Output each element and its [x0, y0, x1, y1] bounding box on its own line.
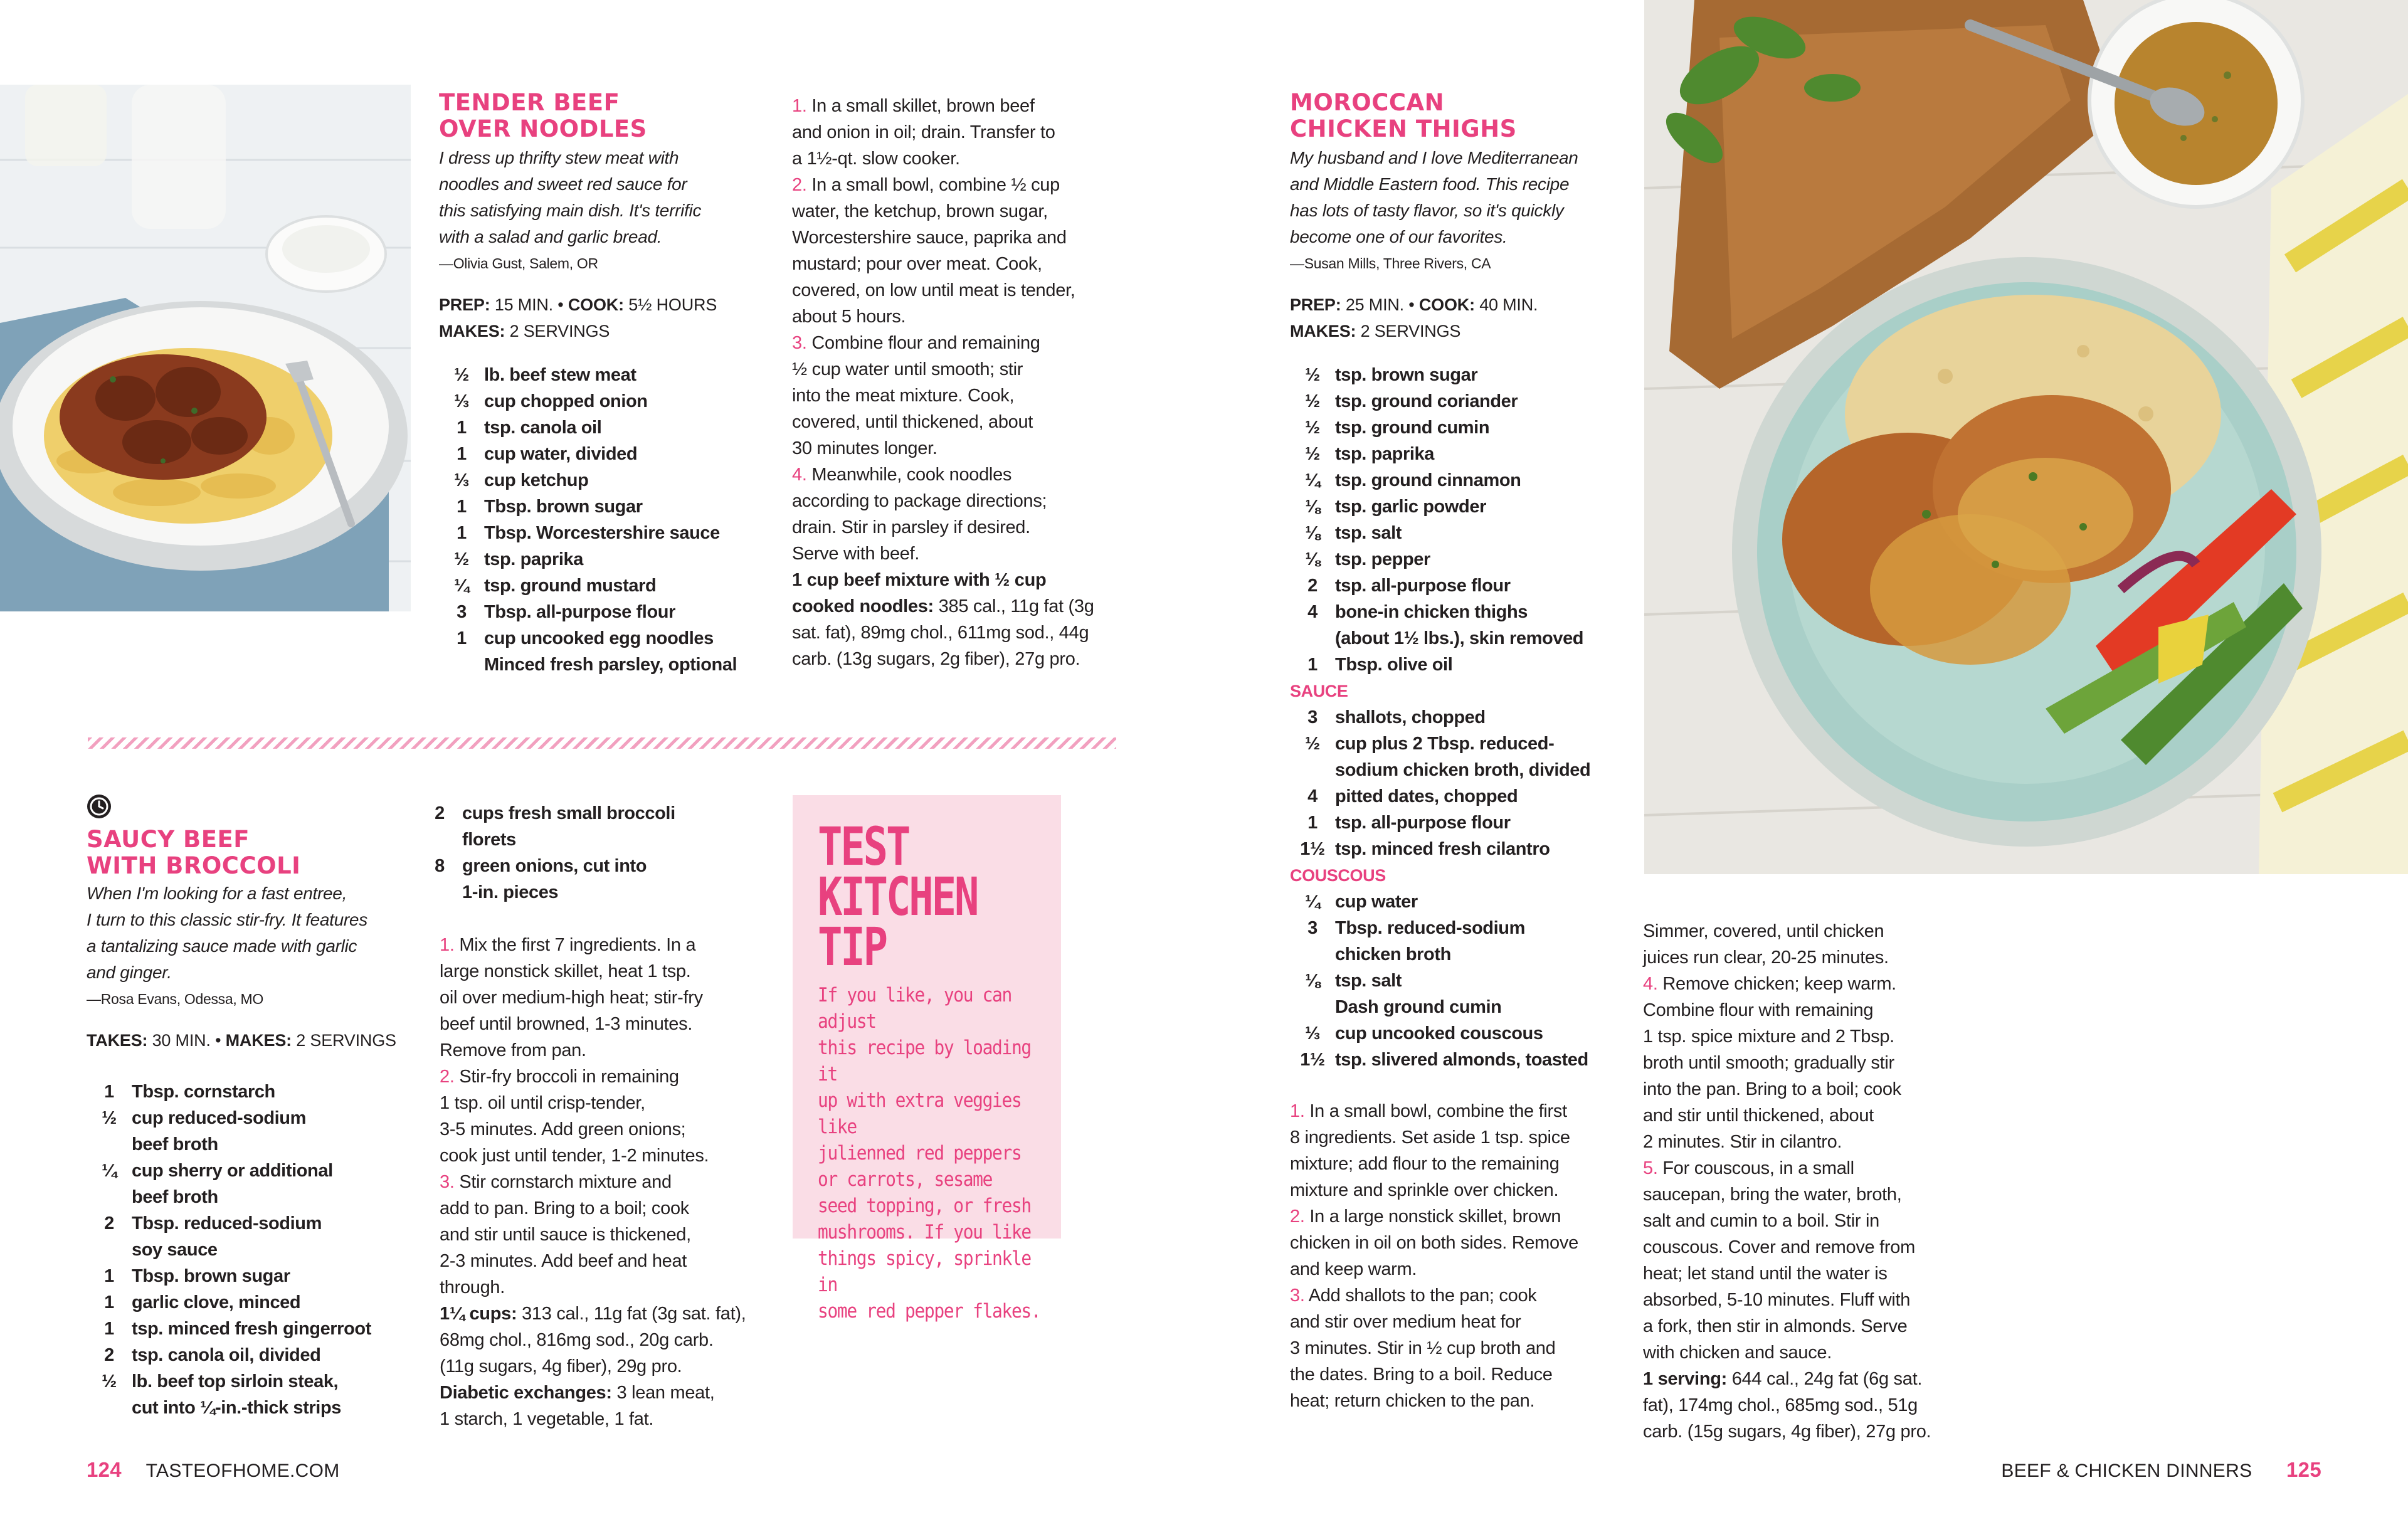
ingredient-item: ½ tsp. ground coriander [1305, 391, 1518, 411]
ingredient-item: beef broth [132, 1187, 218, 1207]
direction-step: 3. Stir cornstarch mixture and add to pan. Bring to a boil; cook and stir until sauce is thickened, 2-3 minutes. Add beef and heat through. [440, 1172, 691, 1297]
direction-step: 2. Stir-fry broccoli in remaining 1 tsp. oil until crisp-tender, 3-5 minutes. Add green onions; cook just until tender, 1-2 minutes. [440, 1067, 709, 1166]
recipe-timing: PREP: 25 MIN. • COOK: 40 MIN. MAKES: 2 SERVINGS [1290, 295, 1538, 341]
ingredient-item: 3 Tbsp. reduced-sodium [1307, 918, 1525, 938]
ingredient-item: 1 cup water, divided [457, 444, 638, 464]
ingredient-item: ½ tsp. brown sugar [1305, 365, 1478, 385]
direction-step: 2. In a small bowl, combine ½ cup water, the ketchup, brown sugar, Worcestershire sauce, paprika and mustard; pour over meat. Cook, covered, on low until meat is tender, about 5 hours. [792, 175, 1075, 327]
ingredient-list [87, 1079, 425, 1421]
ingredient-item: soy sauce [132, 1240, 218, 1260]
direction-step: 1. In a small bowl, combine the first 8 ingredients. Set aside 1 tsp. spice mixture; add flour to the remaining mixture and sprinkle over chicken. [1290, 1101, 1570, 1200]
direction-step: 3. Add shallots to the pan; cook and stir over medium heat for 3 minutes. Stir in ½ cup broth and the dates. Bring to a boil. Reduce heat; return chicken to the pan. [1290, 1286, 1556, 1411]
ingredient-item: sodium chicken broth, divided [1335, 760, 1591, 780]
recipe-byline: —Olivia Gust, Salem, OR [439, 255, 598, 272]
recipe-byline: —Rosa Evans, Odessa, MO [87, 991, 263, 1007]
recipe-title: MOROCCAN CHICKEN THIGHS [1290, 89, 1517, 142]
ingredient-item: 4 pitted dates, chopped [1307, 786, 1518, 806]
ingredient-item: 2 tsp. canola oil, divided [104, 1345, 321, 1365]
moroccan-chicken-illustration [1644, 0, 2408, 874]
direction-step: 4. Meanwhile, cook noodles according to package directions; drain. Stir in parsley if desired. Serve with beef. [792, 465, 1047, 564]
recipe-saucy-beef-directions [417, 800, 768, 1432]
ingredient-item: ½ lb. beef stew meat [454, 365, 636, 385]
direction-step: 2. In a large nonstick skillet, brown chicken in oil on both sides. Remove and keep warm. [1290, 1207, 1578, 1279]
ingredient-item: ⅓ cup uncooked couscous [1305, 1023, 1543, 1043]
ingredient-item: ⅛ tsp. salt [1305, 971, 1402, 991]
ingredient-item: 1 Tbsp. brown sugar [104, 1266, 290, 1286]
nutrition-facts: 1 cup beef mixture with ½ cup cooked noodles: 385 cal., 11g fat (3g sat. fat), 89mg chol., 611mg sod., 44g carb. (13g sugars, 2g fiber), 27g pro. [792, 570, 1094, 669]
beef-noodles-photo [0, 85, 411, 611]
nutrition-facts: 1¼ cups: 313 cal., 11g fat (3g sat. fat), 68mg chol., 816mg sod., 20g carb. (11g sugars, 4g fiber), 29g pro. Diabetic exchanges: 3 lean meat, 1 starch, 1 vegetable, 1 fat. [440, 1304, 746, 1429]
ingredient-item: 1 Tbsp. olive oil [1307, 655, 1453, 675]
recipe-moroccan-chicken [1290, 90, 1641, 1414]
ingredient-item: (about 1½ lbs.), skin removed [1335, 628, 1584, 648]
clock-icon [87, 794, 112, 819]
moroccan-chicken-photo [1644, 0, 2408, 874]
recipe-intro: I dress up thrifty stew meat with noodles and sweet red sauce for this satisfying main dish. It's terrific with a salad and garlic bread. [439, 148, 702, 246]
direction-step: 4. Remove chicken; keep warm. Combine flour with remaining 1 tsp. spice mixture and 2 Tbsp. broth until smooth; gradually stir into the pan. Bring to a boil; cook and stir until thickened, about 2 minutes. Stir in cilantro. [1643, 974, 1901, 1152]
ingredient-item: ⅓ cup ketchup [454, 470, 589, 490]
recipe-tender-beef-directions [792, 93, 1131, 672]
ingredient-list [439, 362, 765, 678]
recipe-title: TENDER BEEF OVER NOODLES [439, 89, 647, 142]
recipe-byline: —Susan Mills, Three Rivers, CA [1290, 255, 1491, 272]
ingredient-list [417, 800, 768, 906]
recipe-tender-beef [439, 90, 765, 678]
direction-step: 1. In a small skillet, brown beef and onion in oil; drain. Transfer to a 1½-qt. slow cooker. [792, 96, 1055, 169]
recipe-intro: My husband and I love Mediterranean and Middle Eastern food. This recipe has lots of tasty flavor, so it's quickly become one of our favorites. [1290, 148, 1578, 246]
page-number: 125 [2286, 1458, 2321, 1481]
ingredient-item: ¼ tsp. ground cinnamon [1305, 470, 1521, 490]
recipe-timing: TAKES: 30 MIN. • MAKES: 2 SERVINGS [87, 1031, 396, 1050]
test-kitchen-tip [793, 795, 1061, 1323]
couscous-heading: COUSCOUS [1290, 866, 1386, 885]
ingredient-item: 4 bone-in chicken thighs [1307, 602, 1528, 622]
ingredient-item: ¼ cup water [1305, 892, 1418, 912]
recipe-timing: PREP: 15 MIN. • COOK: 5½ HOURS MAKES: 2 SERVINGS [439, 295, 717, 341]
ingredient-item: 2 cups fresh small broccoli [435, 803, 675, 823]
tip-text: If you like, you can adjust this recipe by loading it up with extra veggies like julienned red peppers or carrots, sesame seed topping, or fresh mushrooms. If you like things spicy, sprinkle in some red pepper flakes. [818, 984, 1041, 1323]
direction-step: 1. Mix the first 7 ingredients. In a large nonstick skillet, heat 1 tsp. oil over medium-high heat; stir-fry beef until browned, 1-3 minutes. Remove from pan. [440, 935, 703, 1060]
recipe-saucy-beef [87, 827, 425, 1421]
recipe-intro: When I'm looking for a fast entree, I turn to this classic stir-fry. It features a tantalizing sauce made with garlic and ginger. [87, 884, 367, 982]
ingredient-item: 1 Tbsp. Worcestershire sauce [457, 523, 720, 543]
ingredient-item: ⅛ tsp. garlic powder [1305, 497, 1486, 517]
ingredient-item: 1½ tsp. slivered almonds, toasted [1300, 1050, 1588, 1070]
site-name: TASTEOFHOME.COM [145, 1460, 340, 1481]
ingredient-list [1290, 362, 1641, 1073]
ingredient-item: 1 tsp. canola oil [457, 418, 602, 438]
ingredient-item: 1 cup uncooked egg noodles [457, 628, 714, 648]
section-name: BEEF & CHICKEN DINNERS [2001, 1460, 2252, 1481]
ingredient-item: cut into ¼-in.-thick strips [132, 1398, 341, 1418]
beef-noodles-illustration [0, 85, 411, 611]
ingredient-item: chicken broth [1335, 944, 1451, 964]
ingredient-item: 1 Tbsp. cornstarch [104, 1082, 275, 1102]
ingredient-item: ⅓ cup chopped onion [454, 391, 648, 411]
ingredient-item: 1 garlic clove, minced [104, 1292, 301, 1313]
ingredient-item: Minced fresh parsley, optional [484, 655, 737, 675]
ingredient-item: ¼ tsp. ground mustard [454, 576, 657, 596]
direction-step: 5. For couscous, in a small saucepan, bring the water, broth, salt and cumin to a boil. Stir in couscous. Cover and remove from heat; let stand until the water is absorbed, 5-10 minutes. Fluff with a fork, then stir in almonds. Serve with chicken and sauce. [1643, 1158, 1915, 1363]
ingredient-item: 2 tsp. all-purpose flour [1307, 576, 1511, 596]
ingredient-item: ½ cup plus 2 Tbsp. reduced- [1305, 734, 1555, 754]
ingredient-item: ½ tsp. ground cumin [1305, 418, 1490, 438]
footer-left [87, 1459, 340, 1482]
ingredient-item: 3 Tbsp. all-purpose flour [457, 602, 675, 622]
ingredient-item: ½ tsp. paprika [454, 549, 583, 569]
ingredient-item: 1 tsp. minced fresh gingerroot [104, 1319, 371, 1339]
ingredient-item: Dash ground cumin [1335, 997, 1502, 1017]
recipe-moroccan-chicken-directions [1643, 918, 1994, 1445]
ingredient-item: ⅛ tsp. salt [1305, 523, 1402, 543]
sauce-heading: SAUCE [1290, 682, 1348, 700]
ingredient-item: ½ tsp. paprika [1305, 444, 1434, 464]
ingredient-item: florets [462, 830, 516, 850]
ingredient-item: 3 shallots, chopped [1307, 707, 1486, 727]
ingredient-item: 2 Tbsp. reduced-sodium [104, 1213, 322, 1233]
ingredient-item: 1½ tsp. minced fresh cilantro [1300, 839, 1550, 859]
ingredient-item: ¼ cup sherry or additional [102, 1161, 333, 1181]
recipe-title: SAUCY BEEF WITH BROCCOLI [87, 826, 301, 879]
section-divider [88, 737, 1116, 749]
ingredient-item: 8 green onions, cut into [435, 856, 647, 876]
footer-right [2001, 1459, 2321, 1482]
ingredient-item: 1 tsp. all-purpose flour [1307, 813, 1511, 833]
page-number: 124 [87, 1458, 122, 1481]
ingredient-item: ½ lb. beef top sirloin steak, [102, 1371, 339, 1392]
tip-title: TEST KITCHEN TIP [818, 816, 978, 978]
ingredient-item: ⅛ tsp. pepper [1305, 549, 1430, 569]
direction-step: 3. Combine flour and remaining ½ cup water until smooth; stir into the meat mixture. Cook, covered, until thickened, about 30 minutes longer. [792, 333, 1040, 458]
ingredient-item: ½ cup reduced-sodium [102, 1108, 306, 1128]
ingredient-item: 1-in. pieces [462, 882, 559, 902]
direction-step-continued: Simmer, covered, until chicken juices run clear, 20-25 minutes. [1643, 921, 1889, 968]
nutrition-facts: 1 serving: 644 cal., 24g fat (6g sat. fat), 174mg chol., 685mg sod., 51g carb. (15g sugars, 4g fiber), 27g pro. [1643, 1369, 1931, 1442]
ingredient-item: beef broth [132, 1134, 218, 1154]
ingredient-item: 1 Tbsp. brown sugar [457, 497, 643, 517]
